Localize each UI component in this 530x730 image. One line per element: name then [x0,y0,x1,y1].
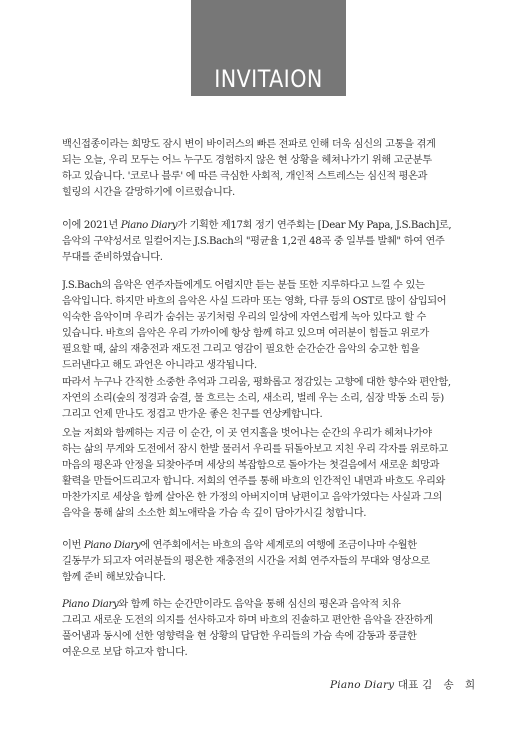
text-line: 길동무가 되고자 여러분들의 평온한 재충전의 시간을 저희 연주자들의 무대와 영상으로 [62,556,430,568]
text-line: 오늘 저희와 함께하는 지금 이 순간, 이 곳 연지홀을 벗어나는 순간의 우리가 헤쳐나가야 [62,428,432,439]
text-line: 함께 준비 해보았습니다. [62,572,166,584]
text-line: 마음의 평온과 안정을 되찾아주며 세상의 복잡함으로 돌아가는 첫걸음에서 새로운 희망과 [62,460,440,472]
text-line: 여운으로 보답 하고자 합니다. [62,647,188,659]
signature-name: 김 송 희 [422,679,480,691]
text-line: 음악입니다. 하지만 바흐의 음악은 사실 드라마 또는 영화, 다큐 등의 OST로 많이 삽입되어 [62,296,447,308]
text-line: 음악을 통해 삶의 소소한 희노애락을 가슴 속 깊이 담아가시길 청합니다. [62,508,367,520]
text-line: 음악의 구약성서로 일컬어지는 J.S.Bach의 "평균율 1,2권 48곡 중 일부를 발췌" 하여 연주 [62,236,445,248]
text-line: 되는 오늘, 우리 모두는 어느 누구도 경험하지 않은 현 상황을 헤쳐나가기 위해 고군분투 [62,155,432,167]
text-line: 이번 Piano Diary에 연주회에서는 바흐의 음악 세계로의 여행에 조금이나마 수월한 [62,540,417,551]
text-line: 있습니다. 바흐의 음악은 우리 가까이에 항상 함께 하고 있으며 여러분이 힘들고 위로가 [62,328,429,340]
paragraph-intro [62,137,474,201]
paragraph-bach-music [62,278,474,423]
paragraph-concert [62,218,474,266]
text-line: 무대를 준비하였습니다. [62,252,163,264]
text-line: Piano Diary와 함께 하는 순간만이라도 음악을 통해 심신의 평온과 음악적 치유 [62,599,401,610]
paragraph-closing [62,597,474,661]
text-line: 힐링의 시간을 갈망하기에 이르렀습니다. [62,187,235,199]
signature-brand: Piano Diary [330,679,395,691]
title-banner [191,0,346,96]
text-line: 활력을 만들어드리고자 합니다. 저희의 연주를 통해 바흐의 인간적인 내면과 바흐도 우리와 [62,476,445,488]
text-line: 마찬가지로 세상을 함께 살아온 한 가정의 아버지이며 남편이고 음악가였다는 사실과 그의 [62,492,443,504]
brand-name: Piano Diary [83,540,141,551]
signature-role: 대표 [397,679,419,691]
brand-name: Piano Diary [62,599,119,610]
text-line: 그리고 새로운 도전의 의지를 선사하고자 하며 바흐의 진솔하고 편안한 음악을 잔잔하게 [62,615,433,627]
paragraph-journey [62,538,474,586]
signature [330,677,479,692]
brand-name: Piano Diary [120,220,178,231]
text-line: 그리고 언제 만나도 정겹고 반가운 좋은 친구를 연상케합니다. [62,408,323,420]
text-line: 필요할 때, 삶의 재충전과 재도전 그리고 영감이 필요한 순간순간 음악의 숭고한 힘을 [62,344,420,356]
text-line: 드러낸다고 해도 과언은 아니라고 생각됩니다. [62,360,257,372]
text-line: 풀어냄과 동시에 선한 영향력을 현 상황의 답답한 우리들의 가슴 속에 감동과 풍클한 [62,631,417,643]
text-line: 자연의 소리(숲의 정경과 숨결, 물 흐르는 소리, 새소리, 벌레 우는 소리, 심장 박동 소리 등) [62,392,444,404]
text-line: 하는 삶의 무게와 도전에서 잠시 한발 물러서 우리를 뒤돌아보고 지친 우리 각자를 위로하고 [62,444,448,456]
text-line: 따라서 누구나 간직한 소중한 추억과 그리움, 평화롭고 정감있는 고향에 대한 향수와 편안함, [62,376,451,388]
text-line: 익숙한 음악이며 우리가 숨쉬는 공기처럼 우리의 일상에 자연스럽게 녹아 있다고 할 수 [62,312,426,324]
text-line: 이에 2021년 Piano Diary가 기획한 제17회 정기 연주회는 [Dear My Papa, J.S.Bach]로, [62,220,452,231]
text-line: 하고 있습니다. '코로나 블루' 에 따른 극심한 사회적, 개인적 스트레스는 심신적 평온과 [62,171,428,183]
text-line: J.S.Bach의 음악은 연주자들에게도 어렵지만 듣는 분들 또한 지루하다고 느낄 수 있는 [62,280,425,291]
text-line: 백신접종이라는 희망도 잠시 변이 바이러스의 빠른 전파로 인해 더욱 심신의 고통을 겪게 [62,139,436,150]
paragraph-today [62,426,474,523]
page-title: INVITAION [214,65,323,93]
